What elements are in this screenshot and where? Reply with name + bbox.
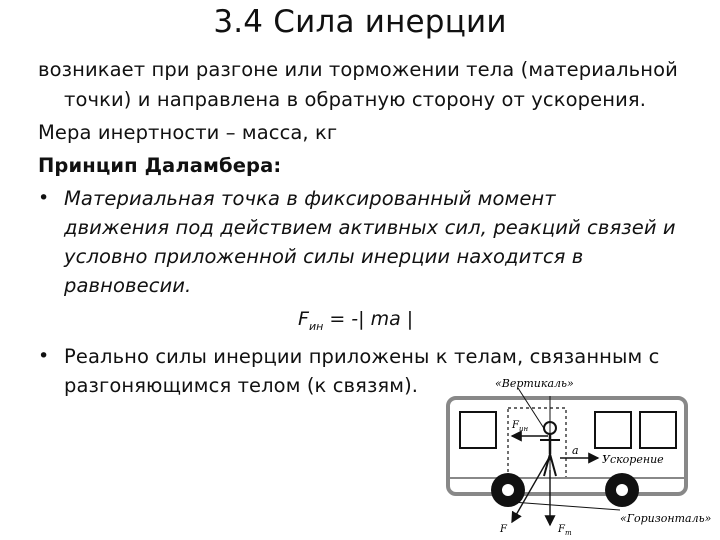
f-in-label: $F_{ин}$	[512, 420, 529, 433]
horizontal-line	[512, 502, 620, 510]
definition-line-1: возникает при разгоне или торможении тела (материальной	[38, 58, 678, 81]
bus-diagram	[420, 370, 720, 540]
bullet1-line: Материальная точка в фиксированный момент	[64, 187, 556, 210]
formula-f: F	[298, 308, 309, 330]
bullet2-line: разгоняющимся телом (к связям).	[64, 374, 419, 397]
bullet-marker: •	[38, 345, 50, 367]
bullet-marker: •	[38, 187, 50, 209]
principle-heading: Принцип Даламбера:	[38, 154, 282, 177]
slide-title: 3.4 Сила инерции	[213, 4, 507, 40]
ft-label: $F_т$	[558, 524, 572, 537]
inertia-measure: Мера инертности – масса, кг	[38, 121, 338, 144]
acceleration-label: Ускорение	[602, 453, 664, 466]
formula-sub: ин	[308, 319, 324, 333]
bus-window	[640, 412, 676, 448]
bus-window	[595, 412, 631, 448]
a-label: a	[572, 444, 579, 457]
definition-line-2: точки) и направлена в обратную сторону от ускорения.	[64, 88, 646, 111]
f-label: F	[500, 524, 507, 535]
bullet1-line: условно приложенной силы инерции находится в	[64, 245, 584, 268]
formula-rest: = -| ma |	[323, 308, 414, 330]
bullet2-line: Реально силы инерции приложены к телам, связанным с	[64, 345, 660, 368]
vertical-label: «Вертикаль»	[495, 377, 574, 390]
bullet1-line: равновесии.	[64, 274, 192, 297]
inertia-formula	[298, 308, 413, 333]
door-area	[508, 408, 566, 478]
bus-window	[460, 412, 496, 448]
horizontal-label: «Горизонталь»	[620, 512, 712, 525]
bullet1-line: движения под действием активных сил, реакций связей и	[64, 216, 676, 239]
